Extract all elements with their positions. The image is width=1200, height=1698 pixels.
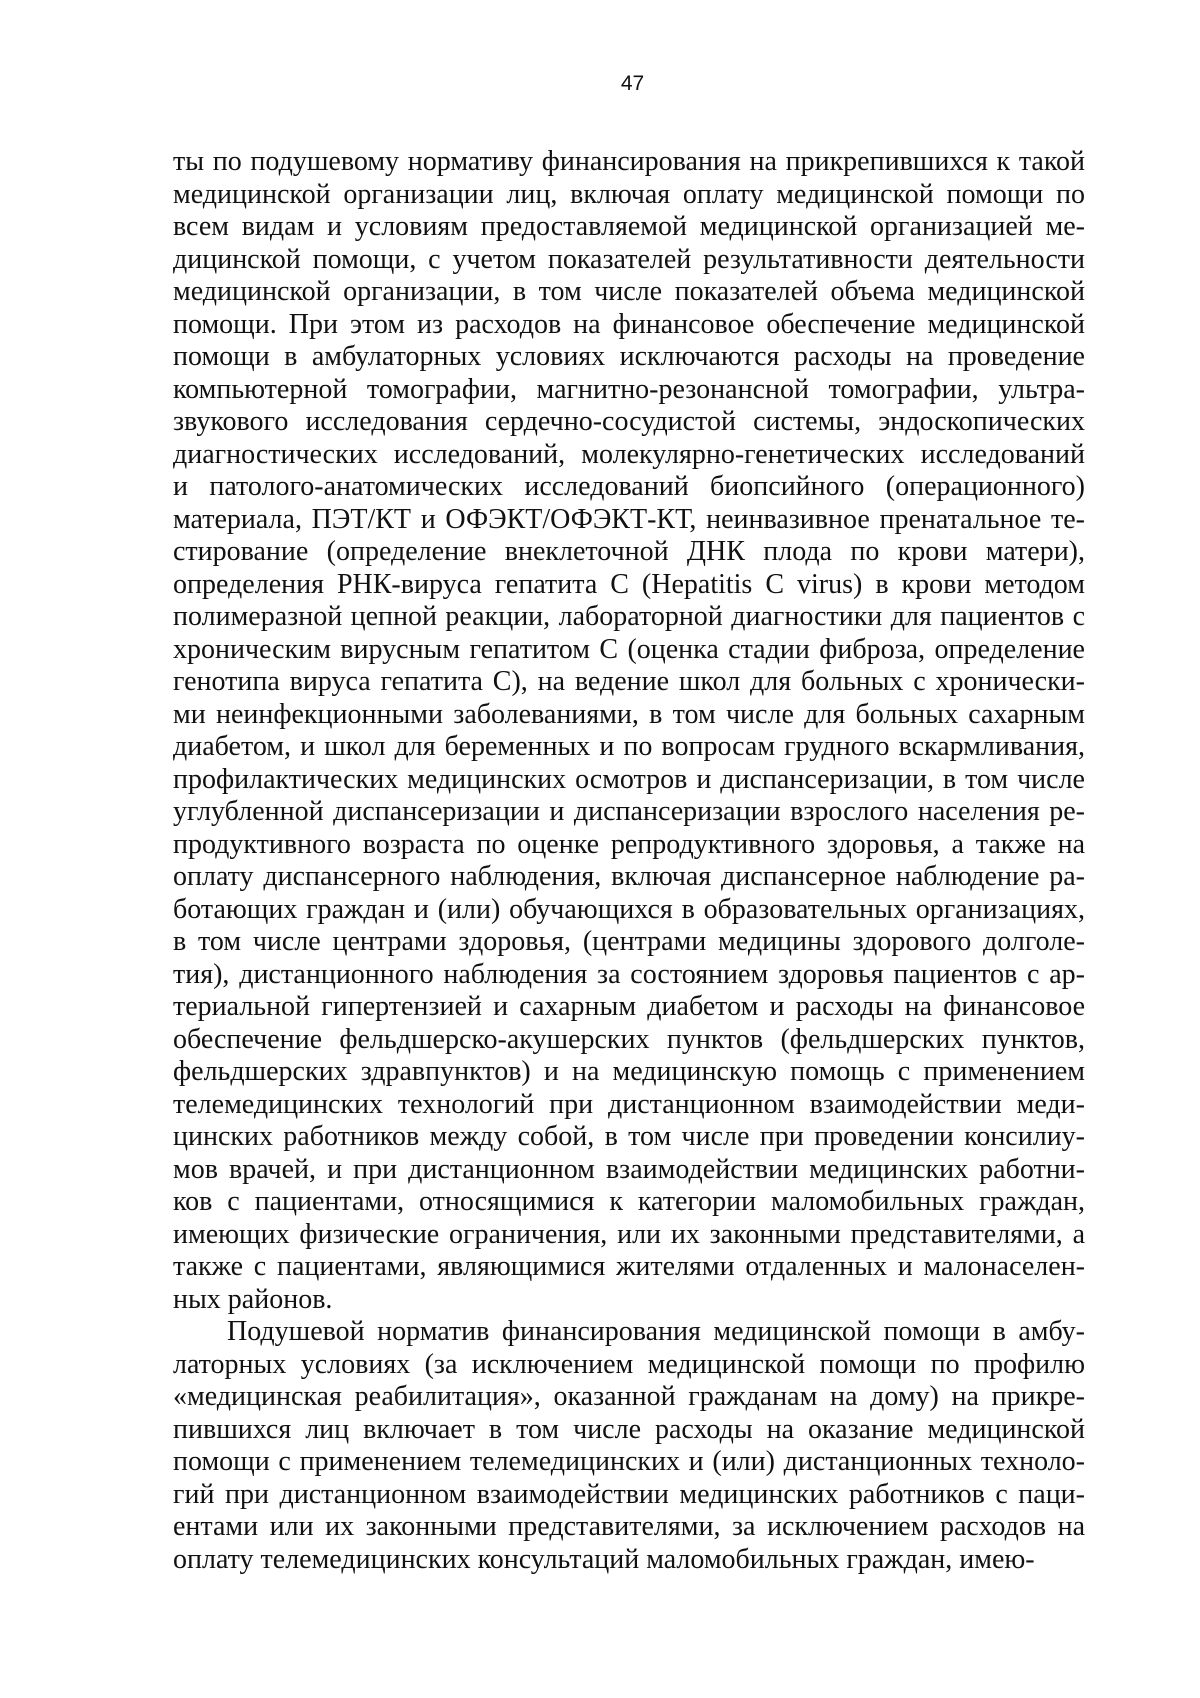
text-line: ботающих граждан и (или) обучающихся в образовательных организациях, bbox=[173, 893, 1085, 925]
text-line: оплату телемедицинских консультаций маломобильных граждан, имею- bbox=[173, 1543, 1035, 1575]
paragraph bbox=[173, 1316, 1085, 1576]
text-line: генотипа вируса гепатита С), на ведение школ для больных с хронически- bbox=[173, 666, 1085, 697]
text-line: медицинской организации, в том числе показателей объема медицинской bbox=[173, 276, 1085, 307]
text-line: помощи с применением телемедицинских и (или) дистанционных техноло- bbox=[173, 1446, 1085, 1477]
text-line: фельдшерских здравпунктов) и на медицинскую помощь с применением bbox=[173, 1056, 1085, 1087]
text-line: териальной гипертензией и сахарным диабетом и расходы на финансовое bbox=[173, 991, 1085, 1022]
page-number: 47 bbox=[620, 72, 645, 95]
text-line: телемедицинских технологий при дистанционном взаимодействии меди- bbox=[173, 1088, 1085, 1120]
text-line: пившихся лиц включает в том числе расходы на оказание медицинской bbox=[173, 1413, 1085, 1445]
text-line: медицинской организации лиц, включая оплату медицинской помощи по bbox=[173, 178, 1085, 210]
text-line: «медицинская реабилитация», оказанной гражданам на дому) на прикре- bbox=[173, 1381, 1085, 1412]
text-line: мов врачей, и при дистанционном взаимодействии медицинских работни- bbox=[173, 1153, 1085, 1185]
text-line: имеющих физические ограничения, или их законными представителями, а bbox=[173, 1218, 1085, 1250]
text-line: латорных условиях (за исключением медицинской помощи по профилю bbox=[173, 1348, 1085, 1380]
text-line: компьютерной томографии, магнитно-резонансной томографии, ультра- bbox=[173, 373, 1085, 405]
text-line: ми неинфекционными заболеваниями, в том числе для больных сахарным bbox=[173, 698, 1085, 730]
text-line: ных районов. bbox=[173, 1283, 333, 1315]
text-line: профилактических медицинских осмотров и диспансеризации, в том числе bbox=[173, 763, 1085, 795]
text-line: продуктивного возраста по оценке репродуктивного здоровья, а также на bbox=[173, 828, 1085, 860]
text-line: углубленной диспансеризации и диспансеризации взрослого населения ре- bbox=[173, 796, 1085, 827]
text-line: Подушевой норматив финансирования медицинской помощи в амбу- bbox=[227, 1316, 1085, 1347]
text-line: ты по подушевому нормативу финансирования на прикрепившихся к такой bbox=[173, 146, 1085, 177]
text-line: хроническим вирусным гепатитом С (оценка стадии фиброза, определение bbox=[173, 633, 1085, 665]
text-line: ентами или их законными представителями, за исключением расходов на bbox=[173, 1511, 1085, 1542]
text-line: тия), дистанционного наблюдения за состоянием здоровья пациентов с ар- bbox=[173, 958, 1085, 990]
text-line: в том числе центрами здоровья, (центрами медицины здорового долголе- bbox=[173, 926, 1085, 957]
text-line: ков с пациентами, относящимися к категории маломобильных граждан, bbox=[173, 1186, 1085, 1217]
text-line: полимеразной цепной реакции, лабораторной диагностики для пациентов с bbox=[173, 601, 1085, 632]
text-line: оплату диспансерного наблюдения, включая диспансерное наблюдение ра- bbox=[173, 861, 1085, 892]
text-line: дицинской помощи, с учетом показателей результативности деятельности bbox=[173, 243, 1085, 275]
text-line: звукового исследования сердечно-сосудистой системы, эндоскопических bbox=[173, 406, 1085, 437]
text-line: помощи в амбулаторных условиях исключаются расходы на проведение bbox=[173, 341, 1085, 372]
text-line: также с пациентами, являющимися жителями отдаленных и малонаселен- bbox=[173, 1251, 1085, 1282]
text-line: помощи. При этом из расходов на финансовое обеспечение медицинской bbox=[173, 308, 1085, 340]
body-text bbox=[173, 146, 1085, 1576]
text-line: всем видам и условиям предоставляемой медицинской организацией ме- bbox=[173, 211, 1085, 242]
text-line: определения РНК-вируса гепатита С (Hepatitis С virus) в крови методом bbox=[173, 568, 1085, 600]
text-line: гий при дистанционном взаимодействии медицинских работников с паци- bbox=[173, 1478, 1085, 1510]
text-line: стирование (определение внеклеточной ДНК плода по крови матери), bbox=[173, 536, 1085, 567]
paragraph bbox=[173, 146, 1085, 1316]
text-line: диагностических исследований, молекулярно-генетических исследований bbox=[173, 438, 1085, 470]
text-line: и патолого-анатомических исследований биопсийного (операционного) bbox=[173, 471, 1085, 502]
text-line: материала, ПЭТ/КТ и ОФЭКТ/ОФЭКТ-КТ, неинвазивное пренатальное те- bbox=[173, 503, 1085, 535]
text-line: цинских работников между собой, в том числе при проведении консилиу- bbox=[173, 1121, 1085, 1152]
text-line: диабетом, и школ для беременных и по вопросам грудного вскармливания, bbox=[173, 731, 1085, 762]
text-line: обеспечение фельдшерско-акушерских пунктов (фельдшерских пунктов, bbox=[173, 1023, 1085, 1055]
